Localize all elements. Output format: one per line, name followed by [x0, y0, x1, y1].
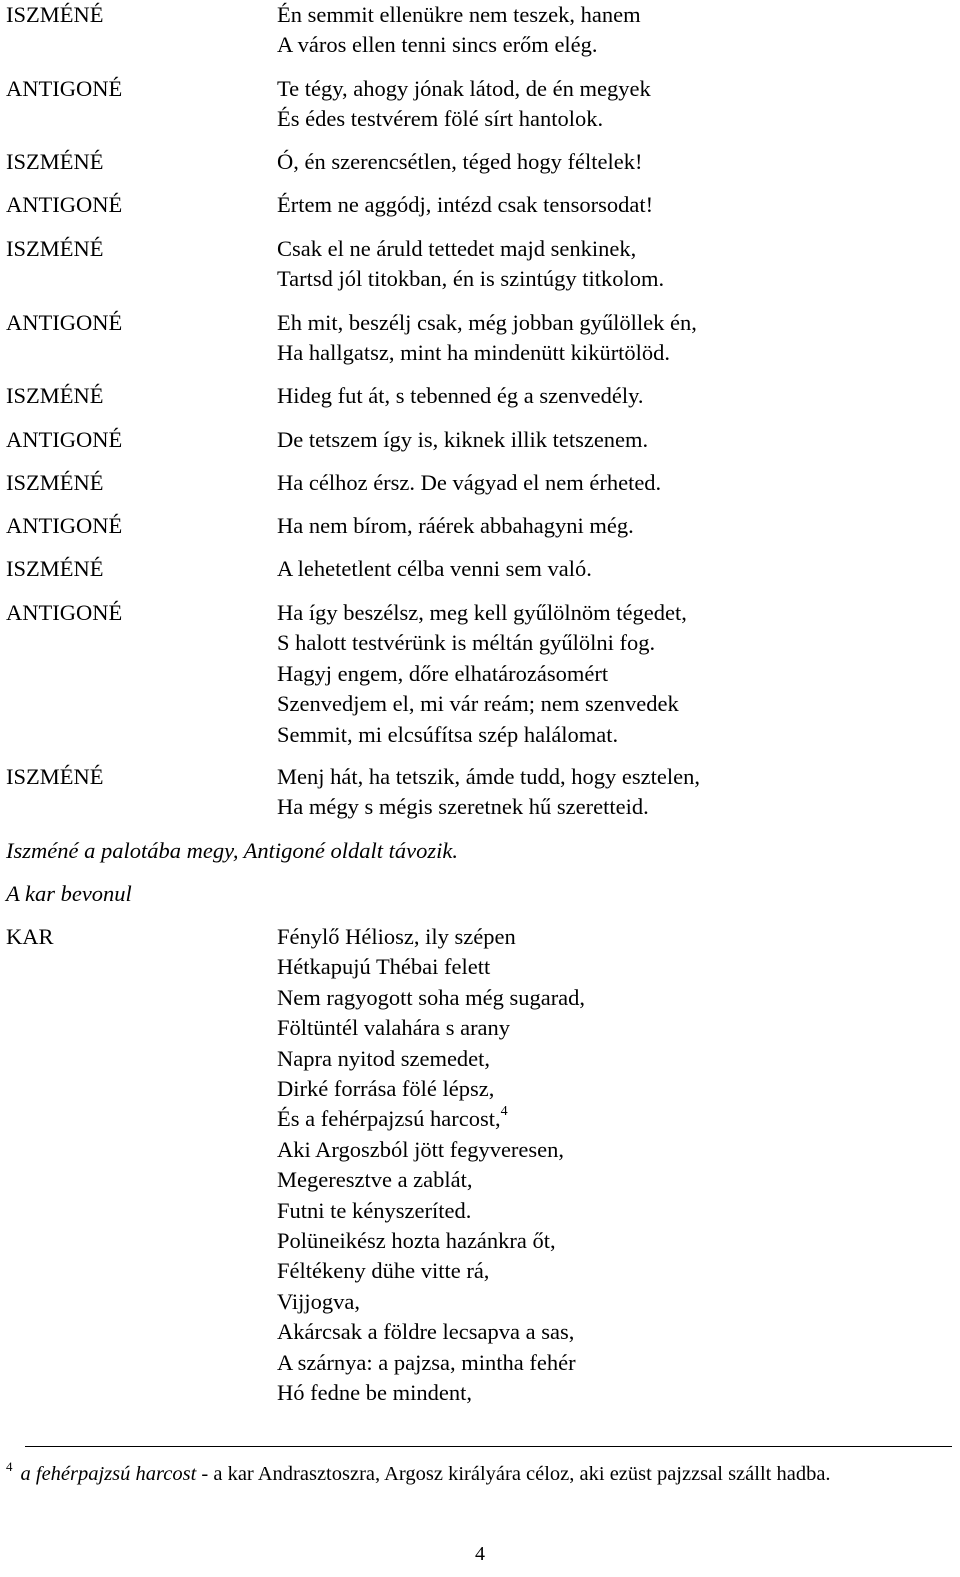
chorus-verse-text: A szárnya: a pajzsa, mintha fehér: [277, 1349, 576, 1375]
chorus-verse-text: Napra nyitod szemedet,: [277, 1045, 491, 1071]
chorus-verse-line: [277, 1135, 585, 1165]
chorus-verse-text: Hó fedne be mindent,: [277, 1380, 472, 1406]
footnote: [6, 1460, 831, 1490]
speaker-label: ANTIGONÉ: [6, 427, 123, 452]
page-number: 4: [475, 1543, 485, 1565]
verse-line: Ha mégy s mégis szeretnek hű szeretteid.: [277, 794, 649, 820]
chorus-verse-line: [277, 952, 585, 982]
verse-line: S halott testvérünk is méltán gyűlölni fog.: [277, 630, 656, 656]
speaker-label: ISZMÉNÉ: [6, 236, 104, 261]
verse-line: A város ellen tenni sincs erőm elég.: [277, 32, 598, 58]
chorus-verse-line: [277, 983, 585, 1013]
chorus-verse-line: [277, 1348, 585, 1378]
verse-line: Szenvedjem el, mi vár reám; nem szenvedek: [277, 691, 679, 717]
footnote-divider: [25, 1446, 952, 1447]
chorus-verse-text: Dirké forrása fölé lépsz,: [277, 1076, 495, 1102]
verse-line: Menj hát, ha tetszik, ámde tudd, hogy esztelen,: [277, 764, 701, 789]
verse-line: De tetszem így is, kiknek illik tetszenem.: [277, 427, 649, 452]
chorus-verse-line: [277, 1226, 585, 1256]
verse-line: És édes testvérem fölé sírt hantolok.: [277, 106, 604, 132]
dialogue-verses: [277, 762, 700, 823]
dialogue-verses: [277, 147, 642, 177]
verse-line: Tartsd jól titokban, én is szintúgy titkolom.: [277, 266, 665, 292]
speaker-label: ISZMÉNÉ: [6, 556, 104, 581]
chorus-verse-text: Megeresztve a zablát,: [277, 1167, 473, 1193]
speaker-label: ANTIGONÉ: [6, 76, 123, 101]
dialogue-verses: [277, 74, 651, 135]
verse-line: Hagyj engem, dőre elhatározásomért: [277, 660, 609, 686]
speaker-label-chorus: KAR: [6, 924, 54, 949]
speaker-label: ISZMÉNÉ: [6, 149, 104, 174]
verse-line: A lehetetlent célba venni sem való.: [277, 556, 592, 581]
dialogue-verses: [277, 0, 641, 61]
chorus-verse-text: És a fehérpajzsú harcost,: [277, 1106, 501, 1132]
stage-direction-exit: Iszméné a palotába megy, Antigoné oldalt távozik.: [6, 838, 459, 863]
speaker-label: ISZMÉNÉ: [6, 2, 104, 27]
dialogue-verses: [277, 234, 664, 295]
verse-line: Te tégy, ahogy jónak látod, de én megyek: [277, 76, 651, 101]
verse-line: Csak el ne áruld tettedet majd senkinek,: [277, 236, 637, 261]
verse-line: Én semmit ellenükre nem teszek, hanem: [277, 2, 641, 27]
chorus-verse-text: Fénylő Héliosz, ily szépen: [277, 924, 516, 949]
chorus-verse-text: Féltékeny dühe vitte rá,: [277, 1258, 490, 1284]
chorus-verse-text: Föltüntél valahára s arany: [277, 1015, 511, 1041]
chorus-verse-text: Aki Argoszból jött fegyveresen,: [277, 1136, 565, 1162]
footnote-text: - a kar Andrasztoszra, Argosz királyára céloz, aki ezüst pajzzsal szállt hadba.: [196, 1463, 831, 1485]
chorus-verse-line: [277, 1287, 585, 1317]
dialogue-verses: [277, 308, 697, 369]
speaker-label: ANTIGONÉ: [6, 600, 123, 625]
chorus-verse-line: [277, 1196, 585, 1226]
chorus-verse-text: Hétkapujú Thébai felett: [277, 954, 491, 980]
speaker-label: ANTIGONÉ: [6, 192, 123, 217]
verse-line: Értem ne aggódj, intézd csak tensorsodat!: [277, 192, 654, 217]
verse-line: Hideg fut át, s tebenned ég a szenvedély.: [277, 383, 644, 408]
chorus-verse-text: Futni te kényszeríted.: [277, 1197, 472, 1223]
dialogue-verses: [277, 190, 653, 220]
dialogue-verses: [277, 511, 634, 541]
chorus-verse-text: Akárcsak a földre lecsapva a sas,: [277, 1319, 575, 1345]
chorus-verse-line: [277, 1104, 585, 1134]
verse-line: Semmit, mi elcsúfítsa szép halálomat.: [277, 721, 619, 747]
verse-line: Ha hallgatsz, mint ha mindenütt kikürtölöd.: [277, 340, 671, 366]
chorus-verse-line: [277, 1013, 585, 1043]
dialogue-verses: [277, 425, 648, 455]
speaker-label: ANTIGONÉ: [6, 513, 123, 538]
chorus-verse-line: [277, 1256, 585, 1286]
chorus-verse-text: Vijjogva,: [277, 1288, 361, 1314]
chorus-verse-line: [277, 1074, 585, 1104]
stage-direction-chorus-enters: A kar bevonul: [6, 881, 132, 906]
chorus-verse-line: [277, 1165, 585, 1195]
speaker-label: ANTIGONÉ: [6, 310, 123, 335]
dialogue-verses: [277, 598, 687, 750]
dialogue-verses: [277, 468, 661, 498]
verse-line: Ó, én szerencsétlen, téged hogy féltelek!: [277, 149, 643, 174]
chorus-verse-line: [277, 1378, 585, 1408]
verse-line: Eh mit, beszélj csak, még jobban gyűlöllek én,: [277, 310, 697, 335]
speaker-label: ISZMÉNÉ: [6, 383, 104, 408]
verse-line: Ha így beszélsz, meg kell gyűlölnöm tégedet,: [277, 600, 687, 625]
dialogue-verses: [277, 381, 644, 411]
chorus-verse-text: Polüneikész hozta hazánkra őt,: [277, 1228, 556, 1254]
verse-line: Ha célhoz érsz. De vágyad el nem érheted.: [277, 470, 662, 495]
dialogue-verses: [277, 554, 592, 584]
speaker-label: ISZMÉNÉ: [6, 470, 104, 495]
footnote-term: a fehérpajzsú harcost: [20, 1463, 197, 1485]
chorus-verse-text: Nem ragyogott soha még sugarad,: [277, 984, 586, 1010]
footnote-mark: 4: [6, 1459, 13, 1474]
chorus-verse-line: [277, 1044, 585, 1074]
verse-line: Ha nem bírom, ráérek abbahagyni még.: [277, 513, 634, 538]
footnote-reference: 4: [500, 1103, 508, 1119]
chorus-verse-line: [277, 1317, 585, 1347]
speaker-label: ISZMÉNÉ: [6, 764, 104, 789]
chorus-verse-line: [277, 922, 585, 952]
chorus-verses: [277, 922, 585, 1409]
